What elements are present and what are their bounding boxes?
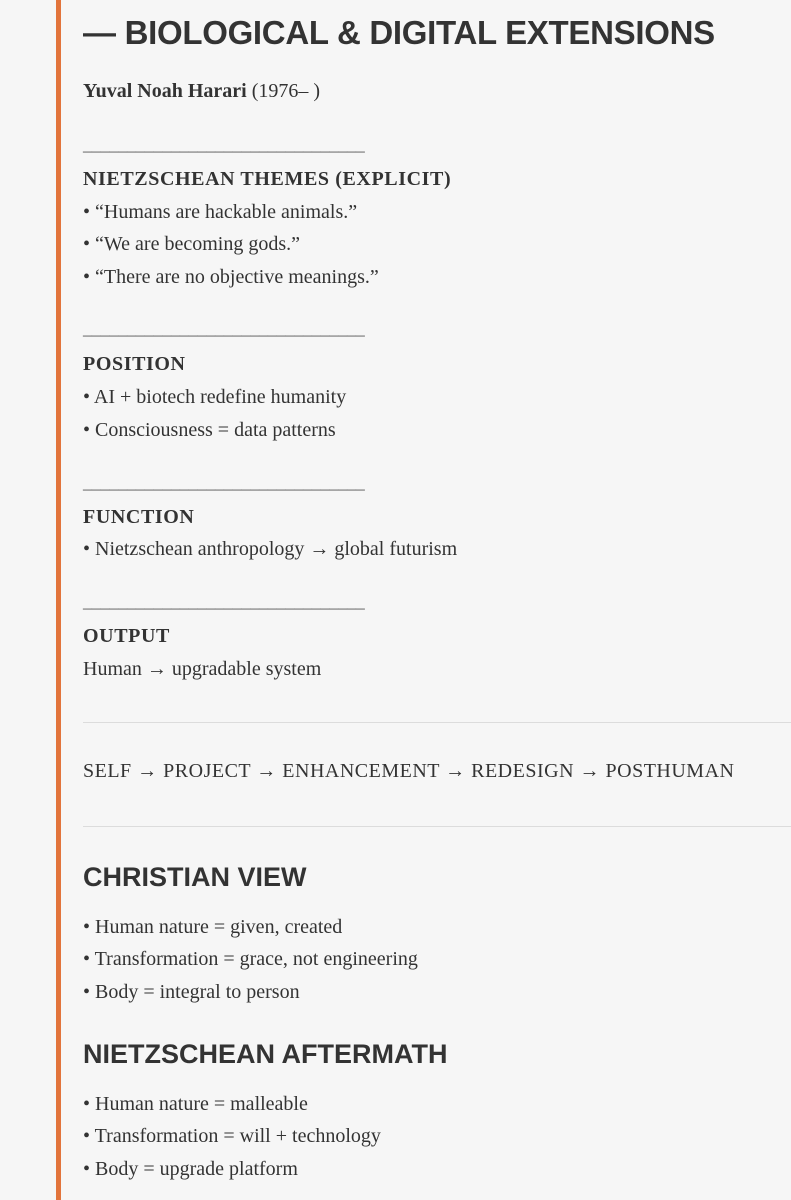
christian-view-heading: CHRISTIAN VIEW — [83, 862, 307, 892]
aftermath-item: • Transformation = will + technology — [83, 1125, 381, 1147]
position-label: POSITION — [83, 353, 186, 375]
position-item: • Consciousness = data patterns — [83, 419, 336, 441]
christian-view-item: • Human nature = given, created — [83, 916, 343, 938]
nietzschean-aftermath-heading: NIETZSCHEAN AFTERMATH — [83, 1039, 448, 1069]
author-name: Yuval Noah Harari — [83, 80, 247, 102]
aftermath-item: • Human nature = malleable — [83, 1093, 308, 1115]
separator-line: ________________________________ — [83, 472, 365, 492]
separator-line: ________________________________ — [83, 318, 365, 338]
themes-item: • “We are becoming gods.” — [83, 233, 300, 255]
author-line — [83, 80, 320, 103]
separator-line: ________________________________ — [83, 591, 365, 611]
function-item: • Nietzschean anthropology → global futurism — [83, 538, 458, 560]
position-item: • AI + biotech redefine humanity — [83, 386, 347, 408]
themes-item: • “Humans are hackable animals.” — [83, 201, 358, 223]
author-dates: (1976– ) — [251, 80, 321, 102]
christian-view-item: • Transformation = grace, not engineering — [83, 948, 418, 970]
accent-bar — [56, 0, 61, 1200]
aftermath-item: • Body = upgrade platform — [83, 1158, 298, 1180]
separator-line: ________________________________ — [83, 134, 365, 154]
output-item: Human → upgradable system — [83, 658, 322, 680]
function-label: FUNCTION — [83, 506, 195, 528]
themes-label: NIETZSCHEAN THEMES (EXPLICIT) — [83, 168, 452, 190]
output-label: OUTPUT — [83, 625, 170, 647]
progression-flow: SELF → PROJECT → ENHANCEMENT → REDESIGN → POSTHUMAN — [83, 760, 735, 782]
christian-view-item: • Body = integral to person — [83, 981, 300, 1003]
horizontal-rule — [83, 722, 791, 723]
page-title: — BIOLOGICAL & DIGITAL EXTENSIONS — [83, 14, 715, 51]
horizontal-rule — [83, 826, 791, 827]
themes-item: • “There are no objective meanings.” — [83, 266, 379, 288]
